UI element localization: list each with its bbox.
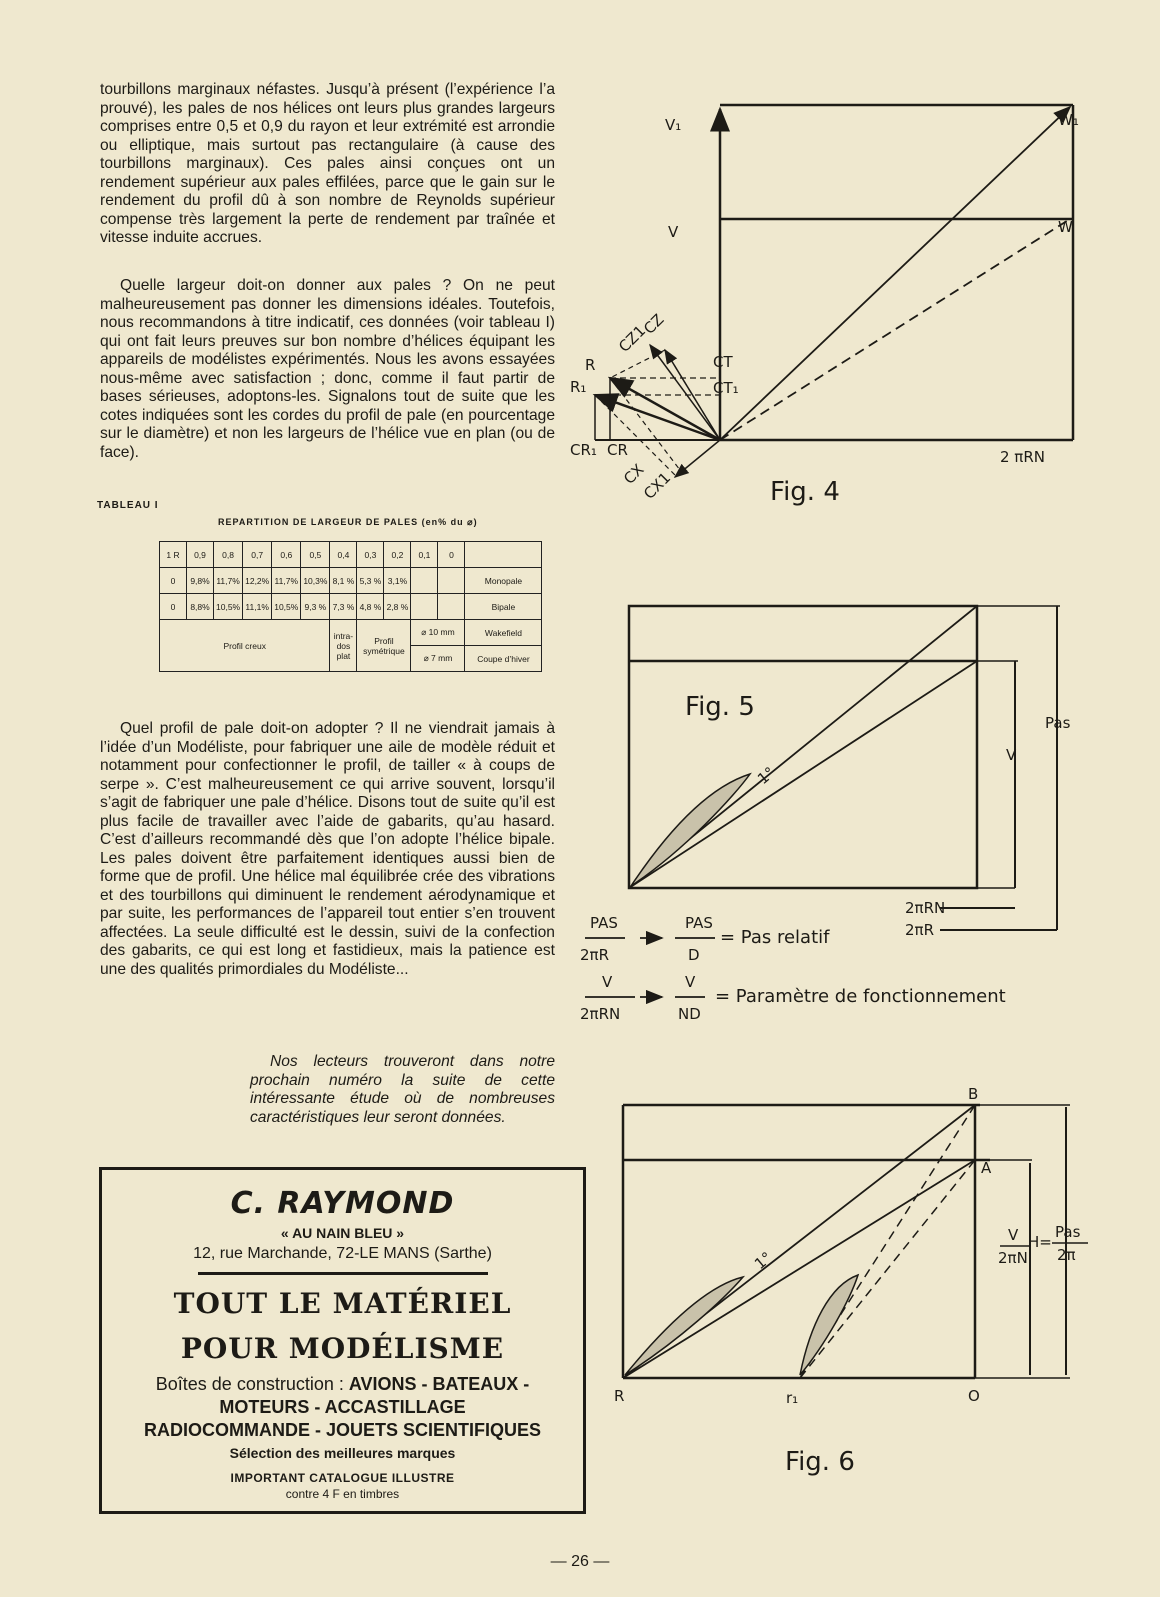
fig4-label-r1: R₁ (570, 378, 587, 396)
paragraph-2: Quelle largeur doit-on donner aux pales ? On ne peut malheureusement pas donner les dimensions idéales. Toutefois, nous recommandons à titre indicatif, ces données (voir tableau I) qui ont fait leurs preuves sur bon nombre d’hélices équipant les appareils de modélistes expérimentés. Nous les avons essayées nous-même avec satisfaction ; donc, comme il faut partir de bases sérieuses, adoptons-les. Signalons tout de suite que les cotes indiquées sont les cordes du profil de pale (en pourcentage sur le diamètre) et non les largeurs de l’hélice vue en plan (ou de face). (100, 277, 555, 461)
fig6-label-pas: Pas (1055, 1223, 1081, 1241)
figure-6 (600, 1085, 1095, 1485)
formula-v-1: V (602, 973, 613, 991)
fig6-label-h: H= (1028, 1233, 1052, 1251)
formula-2pirn: 2πRN (580, 1005, 621, 1023)
fig4-label-ct: CT (713, 353, 733, 371)
fig4-label-ct1: CT₁ (713, 379, 739, 397)
page-number: — 26 — (550, 1553, 610, 1570)
fig6-label-r: R (614, 1387, 625, 1405)
fig5-label-angle: 1° (754, 763, 779, 789)
ad-divider (198, 1272, 488, 1275)
fig5-caption: Fig. 5 (685, 692, 755, 722)
ad-headline-2: POUR MODÉLISME (180, 1332, 505, 1365)
ad-catalogue: IMPORTANT CATALOGUE ILLUSTRE (230, 1471, 455, 1485)
fig6-label-o: O (968, 1387, 980, 1405)
fig5-label-2pir: 2πR (905, 921, 934, 939)
fig5-label-2pirn: 2πRN (905, 899, 946, 917)
paragraph-1: tourbillons marginaux néfastes. Jusqu’à présent (l’expérience l’a prouvé), les pales de nos hélices ont leurs plus grandes largeurs comprises entre 0,5 et 0,9 du rayon et leur extrémité est arrondie ou elliptique, mais surtout pas rectangulaire (à cause des tourbillons marginaux). Ces pales ainsi conçues ont un rendement supérieur aux pales effilées, parce que le gain sur le rendement du profil dû à son nombre de Reynolds supérieur compense très largement la perte de rendement par traînée et vitesse induite accrues. (100, 81, 555, 246)
figure-4 (570, 95, 1080, 515)
formula-pas-2: PAS (685, 914, 713, 932)
formula-d: D (688, 946, 700, 964)
fig4-label-cr1: CR₁ (570, 441, 597, 459)
fig5-label-v: V (1006, 746, 1017, 764)
fig4-label-2pirn: 2 πRN (1000, 448, 1045, 466)
table-row-monopale: 0 9,8% 11,7% 12,2% 11,7% 10,3% 8,1 % 5,3 % 3,1% Monopale (160, 568, 542, 594)
fig6-caption: Fig. 6 (785, 1447, 855, 1477)
fig4-label-v: V (668, 223, 679, 241)
advertisement-raymond (99, 1167, 586, 1514)
ad-store-subtitle: « AU NAIN BLEU » (280, 1225, 405, 1241)
formula-pas-1: PAS (590, 914, 618, 932)
table-row-profile-2: ⌀ 7 mm Coupe d’hiver (160, 646, 542, 672)
ad-stamps: contre 4 F en timbres (285, 1487, 400, 1501)
fig6-label-b: B (968, 1085, 979, 1103)
table-header-row: 1 R 0,9 0,8 0,7 0,6 0,5 0,4 0,3 0,2 0,1 0 (160, 542, 542, 568)
fig6-label-2pin: 2πN (998, 1249, 1028, 1267)
ad-moteurs: MOTEURS - ACCASTILLAGE (219, 1397, 466, 1417)
blade-width-table (159, 541, 542, 672)
closing-note: Nos lecteurs trouveront dans notre prochain numéro la suite de cette intéressante étude où de nombreuses caractéristiques leur seront données. (250, 1053, 555, 1126)
fig4-caption: Fig. 4 (770, 477, 840, 507)
fig4-label-cx1: CX1 (640, 468, 675, 503)
ad-boites: Boîtes de construction : AVIONS - BATEAUX - (155, 1374, 530, 1394)
figure-5 (585, 600, 1085, 945)
table-title: REPARTITION DE LARGEUR DE PALES (en% du ⌀) (218, 517, 478, 527)
fig4-label-cz: CZ (640, 310, 668, 338)
paragraph-3: Quel profil de pale doit-on adopter ? Il ne viendrait jamais à l’idée d’un Modéliste, pour fabriquer une aile de modèle réduit et notamment pour confectionner le profil, de tailler « à coups de serpe ». C’est malheureusement ce qui arrive souvent, lorsqu’il s’agit de fabriquer une pale d’hélice. Disons tout de suite qu’il est plus facile de travailler avec l’aide de gabarits, qu’au hasard. C’est d’ailleurs recommandé dès que l’on adopte l’hélice bipale. Les pales doivent être parfaitement identiques aussi bien de forme que de profil. Une hélice mal équilibrée crée des vibrations et des tourbillons qui diminuent le rendement aérodynamique et par suite, les performances de l’appareil tout entier s’en trouvent affectées. La seule difficulté est le dessin, suivi de la confection des gabarits, ce qui est long et fastidieux, mais la patience est une des qualités primordiales du Modéliste... (100, 720, 555, 978)
fig6-label-angle: 1° (751, 1248, 776, 1274)
formula-parametre: = Paramètre de fonctionnement (715, 986, 1006, 1007)
fig4-label-w1: W₁ (1058, 111, 1079, 129)
ad-headline-1: TOUT LE MATÉRIEL (173, 1287, 512, 1320)
formula-2pir: 2πR (580, 946, 609, 964)
fig6-label-r1: r₁ (786, 1389, 799, 1407)
ad-store-name: C. RAYMOND (230, 1186, 455, 1221)
fig6-label-v: V (1008, 1226, 1019, 1244)
formula-pas-relatif: = Pas relatif (720, 927, 830, 948)
fig4-label-cr: CR (607, 441, 628, 459)
fig4-label-w: W (1058, 218, 1073, 236)
fig4-label-cx: CX (620, 460, 648, 488)
ad-address: 12, rue Marchande, 72-LE MANS (Sarthe) (193, 1245, 492, 1262)
table-caption: TABLEAU I (97, 500, 159, 511)
fig4-label-r: R (585, 356, 596, 374)
fig6-label-2pi: 2π (1057, 1246, 1076, 1264)
fig5-label-pas: Pas (1045, 714, 1071, 732)
ad-radio: RADIOCOMMANDE - JOUETS SCIENTIFIQUES (143, 1420, 542, 1440)
table-row-bipale: 0 8,8% 10,5% 11,1% 10,5% 9,3 % 7,3 % 4,8 % 2,8 % Bipale (160, 594, 542, 620)
formulas (580, 910, 1060, 1035)
ad-selection: Sélection des meilleures marques (229, 1445, 456, 1461)
fig6-label-a: A (981, 1159, 992, 1177)
formula-nd: ND (678, 1005, 701, 1023)
formula-v-2: V (685, 973, 696, 991)
fig4-label-v1: V₁ (665, 116, 682, 134)
table-row-profile-1: Profil creux intra-dos plat Profil symétrique ⌀ 10 mm Wakefield (160, 620, 542, 646)
fig4-label-cz1: CZ1 (615, 321, 650, 356)
